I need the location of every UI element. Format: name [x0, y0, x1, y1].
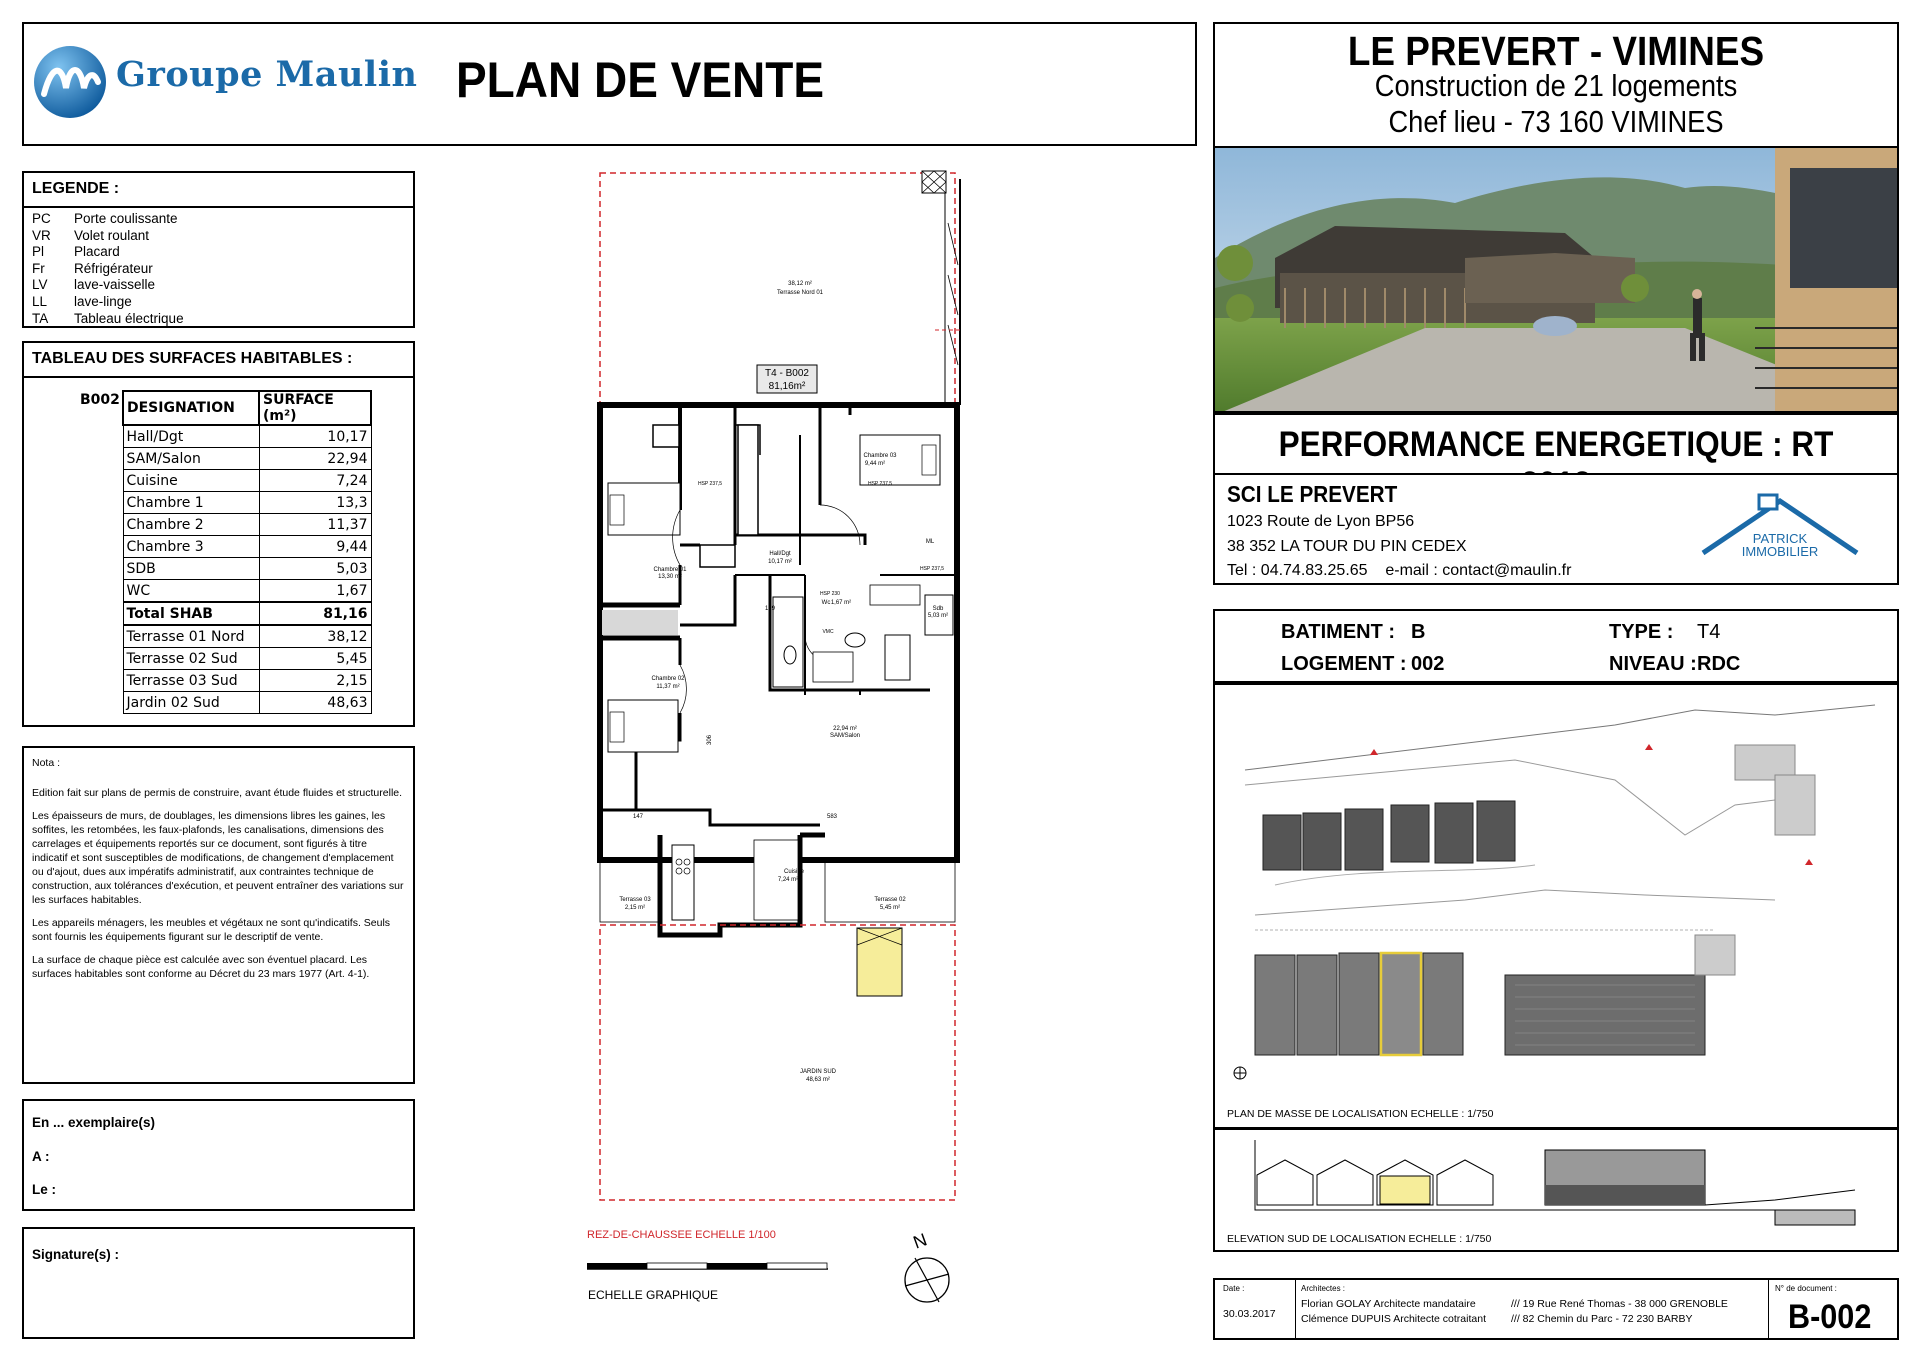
row-designation: SAM/Salon	[123, 448, 259, 470]
project-location: Chef lieu - 73 160 VIMINES	[1388, 104, 1724, 139]
logement-value: 002	[1411, 653, 1445, 675]
room-hall: Hall/Dgt	[769, 551, 791, 557]
elevation-drawing	[1215, 1130, 1897, 1230]
dim-306: 306	[707, 734, 713, 746]
graphic-scale-label: ECHELLE GRAPHIQUE	[588, 1288, 719, 1302]
north-label: N	[910, 1229, 930, 1253]
terrasse03-label: Terrasse 03	[619, 897, 651, 903]
dim-583: 583	[826, 814, 838, 820]
groupe-maulin-logo-text: Groupe Maulin	[116, 54, 418, 95]
legend-code: Pl	[32, 244, 45, 260]
hsp-2: HSP 237,5	[867, 481, 893, 487]
legend-item	[32, 311, 184, 326]
table-row	[123, 492, 371, 514]
row-surface: 13,3	[259, 492, 371, 514]
jardin-label: JARDIN SUD	[799, 1069, 837, 1075]
site-plan-drawing	[1215, 685, 1897, 1085]
room-sdb: Sdb	[932, 606, 944, 612]
hsp-4: HSP 230	[820, 591, 840, 597]
rendering-image	[1215, 148, 1899, 413]
table-row	[123, 470, 371, 492]
legend-item	[32, 277, 155, 292]
legend-code: Fr	[32, 260, 45, 276]
patrick-logo-line1: PATRICK	[1752, 531, 1808, 546]
legend-panel	[22, 171, 415, 328]
project-name: LE PREVERT - VIMINES	[1347, 28, 1765, 74]
row-surface: 9,44	[259, 536, 371, 558]
architect-2: Clémence DUPUIS Architecte cotraitant	[1301, 1313, 1486, 1325]
col-surface: SURFACE (m²)	[259, 391, 371, 425]
terrasse02-label: Terrasse 02	[874, 897, 906, 903]
table-row	[123, 425, 371, 448]
room-chambre01-area: 13,30 m²	[658, 574, 682, 580]
logement-label: LOGEMENT :	[1281, 653, 1407, 675]
ml-label: ML	[925, 539, 935, 545]
row-designation: Terrasse 03 Sud	[123, 670, 259, 692]
jardin-area: 48,63 m²	[806, 1077, 830, 1083]
legend-title: LEGENDE :	[32, 180, 120, 197]
floor-scale-label: REZ-DE-CHAUSSEE ECHELLE 1/100	[587, 1229, 776, 1241]
room-chambre03: Chambre 03	[863, 453, 897, 459]
legend-item	[32, 211, 178, 226]
site-plan-panel	[1213, 683, 1899, 1129]
surfaces-table	[122, 390, 372, 714]
legend-item	[32, 244, 120, 259]
row-designation: Chambre 3	[123, 536, 259, 558]
row-designation: Total SHAB	[123, 602, 259, 625]
room-wc-area: 1,67 m²	[830, 600, 852, 606]
project-rendering	[1213, 146, 1899, 413]
sci-contact: Tel : 04.74.83.25.65 e-mail : contact@maulin.fr	[1227, 562, 1572, 579]
garden-shed	[857, 928, 902, 996]
energy-panel	[1213, 413, 1899, 475]
terrasse-nord-area: 38,12 m²	[788, 281, 812, 287]
docnum-value: B-002	[1788, 1298, 1872, 1336]
row-surface: 5,03	[259, 558, 371, 580]
row-designation: Jardin 02 Sud	[123, 692, 259, 714]
row-designation: Chambre 2	[123, 514, 259, 536]
footer-panel	[1213, 1278, 1899, 1340]
terrasse-nord-label: Terrasse Nord 01	[776, 290, 824, 296]
dim-147: 147	[632, 814, 644, 820]
row-designation: Terrasse 01 Nord	[123, 625, 259, 648]
row-surface: 11,37	[259, 514, 371, 536]
sci-address1: 1023 Route de Lyon BP56	[1227, 513, 1415, 530]
highlighted-lot	[1381, 953, 1421, 1055]
nota-panel	[22, 746, 415, 1084]
a-label: A :	[32, 1149, 50, 1164]
legend-label: lave-vaisselle	[74, 277, 156, 293]
table-row	[123, 536, 371, 558]
type-value: T4	[1697, 621, 1721, 643]
room-hall-area: 10,17 m²	[768, 559, 792, 565]
docnum-label: N° de document :	[1775, 1284, 1837, 1293]
surfaces-title: TABLEAU DES SURFACES HABITABLES :	[32, 350, 353, 367]
room-sdb-area: 5,03 m²	[927, 613, 949, 619]
nota-paragraph: Les appareils ménagers, les meubles et végétaux ne sont qu'indicatifs. Seuls sont fournis les équipements figurant sur le descriptif de vente.	[32, 917, 391, 943]
table-row	[123, 648, 371, 670]
legend-code: TA	[32, 310, 49, 326]
room-cuisine-area: 7,24 m²	[777, 877, 799, 883]
legend-item	[32, 228, 149, 243]
row-surface: 81,16	[259, 602, 371, 625]
groupe-maulin-logo-icon	[30, 42, 110, 122]
elevation-caption: ELEVATION SUD DE LOCALISATION ECHELLE : 1/750	[1227, 1233, 1492, 1245]
row-designation: Chambre 1	[123, 492, 259, 514]
room-sejour-area: 22,94 m²	[833, 726, 857, 732]
header	[22, 22, 1197, 146]
page-title: PLAN DE VENTE	[456, 52, 825, 108]
niveau-value: RDC	[1697, 653, 1741, 675]
table-row	[123, 448, 371, 470]
site-plan-caption: PLAN DE MASSE DE LOCALISATION ECHELLE : 1/750	[1227, 1108, 1494, 1120]
sci-panel	[1213, 473, 1899, 585]
signature-title: Signature(s) :	[32, 1247, 120, 1262]
legend-code: PC	[32, 211, 51, 226]
legend-item	[32, 294, 132, 309]
project-title-panel	[1213, 22, 1899, 146]
row-designation: Hall/Dgt	[123, 425, 259, 448]
legend-label: lave-linge	[74, 294, 132, 309]
legend-code: LV	[32, 277, 48, 293]
north-arrow-icon	[895, 1228, 955, 1308]
room-chambre01: Chambre 01	[653, 567, 687, 573]
row-surface: 5,45	[259, 648, 371, 670]
nota-paragraph: Les épaisseurs de murs, de doublages, les dimensions libres les gaines, les soffites, les retombées, les faux-plafonds, les canalisations, dimensions des carrelages et équipements reportés sur ce document, sont figurés à titre indicatif et sont susceptibles de modifications, de changement d'emplacement ou d'ajout, dues aux impératifs administratif, aux contraintes technique de construction, aux tolérances d'exécution, et peuvent entraîner des variations sur les surfaces habitables.	[32, 810, 404, 906]
legend-label: Tableau électrique	[74, 310, 184, 326]
legend-code: VR	[32, 227, 51, 243]
project-subtitle: Construction de 21 logements	[1374, 68, 1738, 103]
legend-code: LL	[32, 294, 48, 309]
table-row	[123, 580, 371, 603]
nota-paragraph: Edition fait sur plans de permis de construire, avant étude fluides et structurelle.	[32, 787, 403, 799]
room-sejour: SAM/Salon	[829, 733, 861, 739]
legend-item	[32, 261, 153, 276]
table-row	[123, 692, 371, 714]
row-designation: SDB	[123, 558, 259, 580]
row-surface: 2,15	[259, 670, 371, 692]
batiment-label: BATIMENT :	[1281, 621, 1396, 643]
architect-1-address: /// 19 Rue René Thomas - 38 000 GRENOBLE	[1511, 1298, 1728, 1310]
room-chambre03-area: 9,44 m²	[864, 461, 886, 467]
row-designation: WC	[123, 580, 259, 603]
legend-label: Placard	[74, 244, 120, 260]
batiment-value: B	[1411, 621, 1426, 643]
elevation-panel	[1213, 1128, 1899, 1252]
exemplaire-title: En ... exemplaire(s)	[32, 1115, 156, 1130]
lot-info-panel	[1213, 609, 1899, 683]
row-surface: 10,17	[259, 425, 371, 448]
table-row	[123, 670, 371, 692]
table-row	[123, 514, 371, 536]
date-label: Date :	[1223, 1284, 1245, 1293]
table-row	[123, 625, 371, 648]
terrasse03-area: 2,15 m²	[624, 905, 646, 911]
hsp-3: HSP 237,5	[919, 566, 945, 572]
nota-paragraph: La surface de chaque pièce est calculée avec son éventuel placard. Les surfaces habitables sont conforme au Décret du 23 mars 1977 (Art. 4-1).	[32, 954, 370, 980]
signature-panel	[22, 1227, 415, 1339]
legend-label: Réfrigérateur	[74, 260, 153, 276]
niveau-label: NIVEAU :	[1609, 653, 1697, 675]
type-label: TYPE :	[1609, 621, 1674, 643]
row-surface: 7,24	[259, 470, 371, 492]
row-surface: 48,63	[259, 692, 371, 714]
room-cuisine: Cuisine	[783, 869, 805, 875]
row-designation: Terrasse 02 Sud	[123, 648, 259, 670]
row-designation: Cuisine	[123, 470, 259, 492]
table-row	[123, 558, 371, 580]
table-row	[123, 602, 371, 625]
nota-title: Nota :	[32, 757, 61, 769]
sci-name: SCI LE PREVERT	[1227, 481, 1398, 507]
room-wc: Wc	[821, 600, 831, 606]
architect-1: Florian GOLAY Architecte mandataire	[1301, 1298, 1476, 1310]
patrick-immobilier-logo-icon	[1695, 491, 1865, 573]
energy-rating: PERFORMANCE ENERGETIQUE : RT	[1278, 425, 1834, 464]
surfaces-panel	[22, 341, 415, 727]
legend-label: Volet roulant	[74, 227, 150, 243]
legend-label: Porte coulissante	[74, 211, 178, 226]
room-chambre02-area: 11,37 m²	[656, 684, 680, 690]
lot-code: B002	[80, 392, 120, 408]
floor-plan	[560, 165, 1040, 1275]
architects-label: Architectes :	[1301, 1284, 1346, 1293]
row-surface: 38,12	[259, 625, 371, 648]
terrasse02-area: 5,45 m²	[879, 905, 901, 911]
unit-label: T4 - B002	[765, 368, 809, 379]
le-label: Le :	[32, 1182, 57, 1197]
row-surface: 22,94	[259, 448, 371, 470]
sci-address2: 38 352 LA TOUR DU PIN CEDEX	[1227, 538, 1467, 555]
unit-area: 81,16m²	[768, 381, 806, 392]
patrick-logo-line2: IMMOBILIER	[1741, 544, 1819, 559]
exemplaire-panel	[22, 1099, 415, 1211]
col-designation: DESIGNATION	[123, 391, 259, 425]
date-value: 30.03.2017	[1223, 1308, 1276, 1320]
hsp-1: HSP 237,5	[697, 481, 723, 487]
architect-2-address: /// 82 Chemin du Parc - 72 230 BARBY	[1511, 1313, 1693, 1325]
room-chambre02: Chambre 02	[651, 676, 685, 682]
dim-139: 139	[764, 606, 776, 612]
row-surface: 1,67	[259, 580, 371, 603]
vmc-label: VMC	[822, 629, 834, 635]
